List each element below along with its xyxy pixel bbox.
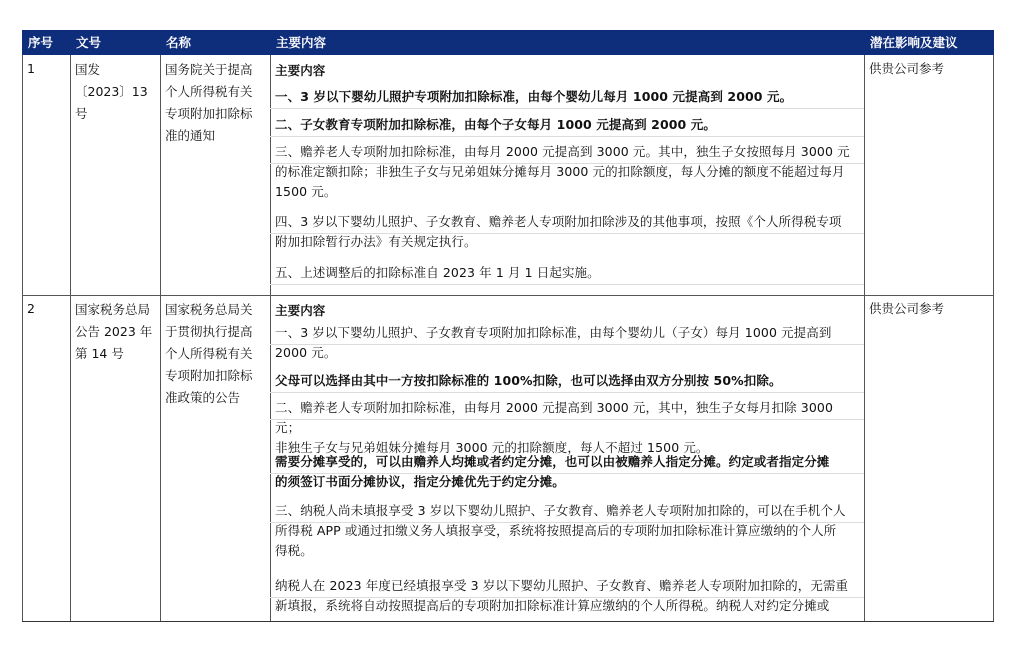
name-line: 个人所得税有关 [165,346,253,361]
grid-line [70,55,71,621]
content-line: 的标准定额扣除；非独生子女与兄弟姐妹分摊每月 3000 元的扣除额度，每人分摊的额度不能超过每月 [275,164,845,179]
paragraph-separator [270,136,864,137]
content-line: 一、3 岁以下婴幼儿照护专项附加扣除标准，由每个婴幼儿每月 1000 元提高到 2000 元。 [275,89,793,104]
content-line: 的须签订书面分摊协议，指定分摊优先于约定分摊。 [275,474,565,489]
grid-line [993,55,994,621]
content-paragraph [275,576,857,616]
header-seq: 序号 [28,35,54,50]
content-line: 二、子女教育专项附加扣除标准，由每个子女每月 1000 元提高到 2000 元。 [275,117,716,132]
content-line: 所得税 APP 或通过扣缴义务人填报享受，系统将按照提高后的专项附加扣除标准计算应缴纳的个人所 [275,523,837,538]
grid-line [160,55,161,621]
table-header [22,30,994,55]
content-paragraph [275,263,857,283]
row-name [165,59,269,147]
content-paragraph [275,398,857,458]
content-paragraph [275,452,857,492]
content-paragraph [275,323,857,363]
content-line: 主要内容 [275,63,326,78]
content-line: 一、3 岁以下婴幼儿照护、子女教育专项附加扣除标准，由每个婴幼儿（子女）每月 1000 元提高到 [275,325,832,340]
content-line: 四、3 岁以下婴幼儿照护、子女教育、赡养老人专项附加扣除涉及的其他事项，按照《个人所得税专项 [275,214,842,229]
name-line: 准的通知 [165,128,216,143]
content-paragraph [275,61,857,81]
name-line: 于贯彻执行提高 [165,324,253,339]
header-impact: 潜在影响及建议 [870,35,958,50]
paragraph-separator [270,392,864,393]
content-paragraph [275,115,857,135]
content-line: 二、赡养老人专项附加扣除标准，由每月 2000 元提高到 3000 元，其中，独生子女每月扣除 3000 元； [275,400,834,435]
grid-line [22,55,23,621]
grid-line [864,55,865,621]
content-line: 三、纳税人尚未填报享受 3 岁以下婴幼儿照护、子女教育、赡养老人专项附加扣除的，可以在手机个人 [275,503,846,518]
doc-no-line: 公告 2023 年 [75,324,153,339]
content-line: 纳税人在 2023 年度已经填报享受 3 岁以下婴幼儿照护、子女教育、赡养老人专项附加扣除的，无需重 [275,578,849,593]
doc-no-line: 〔2023〕13 [75,84,148,99]
row-divider [22,295,994,296]
row-doc-no [75,59,159,125]
doc-no-line: 号 [75,106,88,121]
content-line: 五、上述调整后的扣除标准自 2023 年 1 月 1 日起实施。 [275,265,600,280]
content-paragraph [275,371,857,391]
row-impact: 供贵公司参考 [869,301,945,316]
header-name: 名称 [166,35,192,50]
header-doc-no: 文号 [76,35,102,50]
name-line: 国家税务总局关 [165,302,253,317]
content-line: 需要分摊享受的，可以由赡养人均摊或者约定分摊，也可以由被赡养人指定分摊。约定或者指定分摊 [275,454,830,469]
content-line: 得税。 [275,543,313,558]
row-name [165,299,269,409]
row-impact: 供贵公司参考 [869,61,945,76]
paragraph-separator [270,284,864,285]
name-line: 国务院关于提高 [165,62,253,77]
content-line: 新填报，系统将自动按照提高后的专项附加扣除标准计算应缴纳的个人所得税。纳税人对约定分摊或 [275,598,830,613]
content-paragraph [275,501,857,561]
content-line: 2000 元。 [275,345,337,360]
doc-no-line: 第 14 号 [75,346,124,361]
content-line: 主要内容 [275,303,326,318]
content-line: 父母可以选择由其中一方按扣除标准的 100%扣除，也可以选择由双方分别按 50%扣除。 [275,373,782,388]
content-paragraph [275,87,857,107]
content-paragraph [275,142,857,202]
content-paragraph [275,212,857,252]
doc-no-line: 国家税务总局 [75,302,151,317]
row-doc-no [75,299,159,365]
doc-no-line: 国发 [75,62,101,77]
name-line: 专项附加扣除标 [165,368,253,383]
paragraph-separator [270,108,864,109]
content-paragraph [275,301,857,321]
name-line: 准政策的公告 [165,390,241,405]
content-line: 1500 元。 [275,184,337,199]
content-line: 三、赡养老人专项附加扣除标准，由每月 2000 元提高到 3000 元。其中，独生子女按照每月 3000 元 [275,144,850,159]
name-line: 专项附加扣除标 [165,106,253,121]
name-line: 个人所得税有关 [165,84,253,99]
row-seq: 2 [27,301,35,316]
row-seq: 1 [27,61,35,76]
header-content: 主要内容 [276,35,327,50]
content-line: 附加扣除暂行办法》有关规定执行。 [275,234,477,249]
policy-table [22,30,994,622]
content-line: 非独生子女与兄弟姐妹分摊每月 3000 元的扣除额度，每人不超过 1500 元。 [275,440,709,455]
grid-line [270,55,271,621]
